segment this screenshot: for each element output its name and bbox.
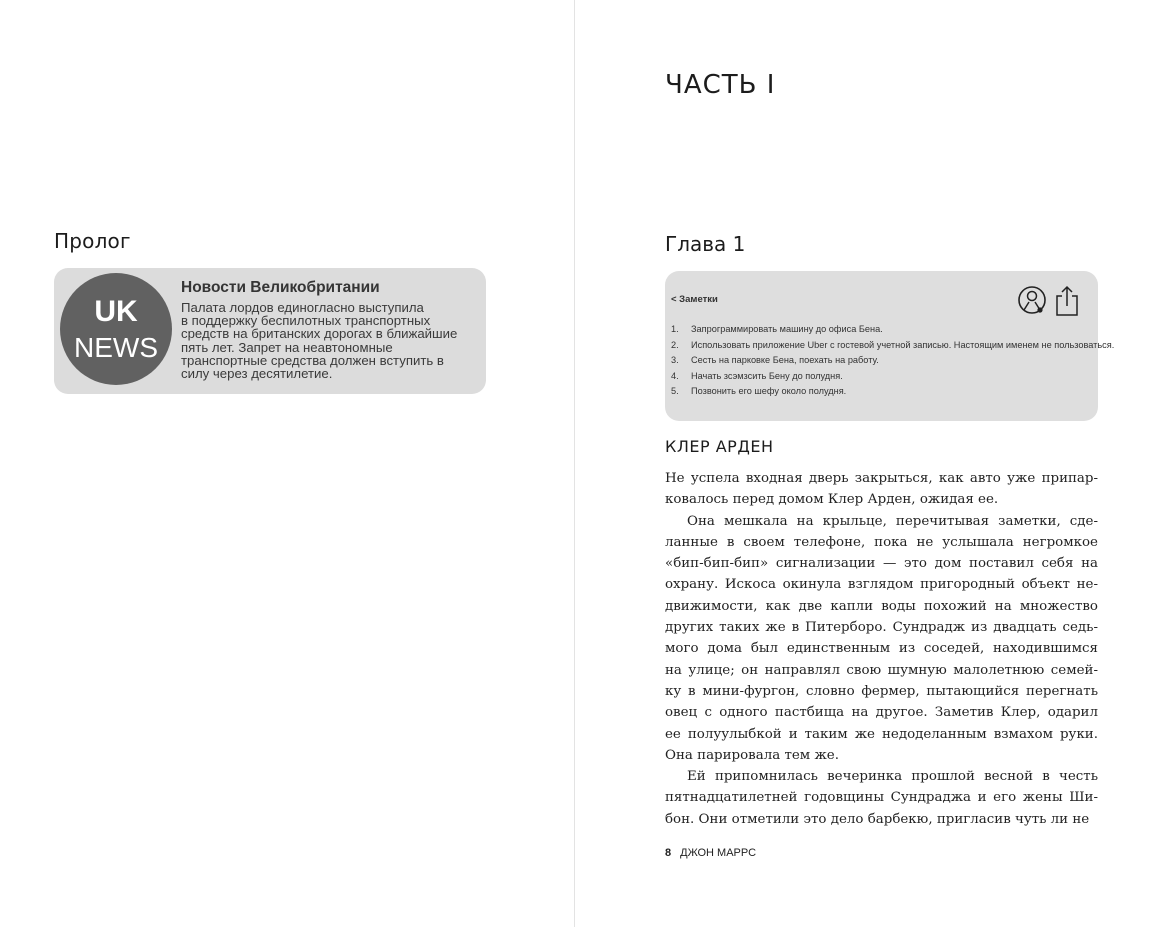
body-line: на улице; он направлял свою шумную малолетнюю семей-: [665, 662, 1098, 678]
body-line: пятнадцатилетней годовщины Сундраджа и его жены Ши-: [665, 790, 1098, 806]
body-line: Она парировала тем же.: [665, 747, 839, 763]
news-title: Новости Великобритании: [181, 279, 380, 296]
section-heading: КЛЕР АРДЕН: [665, 437, 774, 456]
news-text-line: силу через десятилетие.: [181, 366, 333, 382]
logo-line-news: NEWS: [74, 332, 158, 363]
body-line: ку в мини-фургон, словно фермер, пытающийся перегнать: [665, 683, 1098, 699]
uk-news-logo: [60, 273, 172, 385]
notes-list: [671, 322, 1114, 400]
body-line: ее полуулыбкой и таким же недоделанным взмахом руки.: [665, 726, 1098, 742]
body-line: охрану. Искоса окинула взглядом пригородный объект не-: [665, 577, 1098, 593]
author-name: ДЖОН МАРРС: [680, 847, 757, 859]
news-text: [181, 301, 477, 380]
logo-line-uk: UK: [94, 295, 138, 328]
list-item: 1. Запрограммировать машину до офиса Бена.: [671, 324, 883, 334]
body-line: других таких же в Питерборо. Сундрадж из двадцать седь-: [665, 620, 1098, 636]
body-line: мого дома был единственным из соседей, находившимся: [665, 641, 1098, 657]
list-item: 5. Позвонить его шефу около полудня.: [671, 386, 847, 397]
body-line: бон. Они отметили это дело барбекю, пригласив чуть ли не: [665, 811, 1090, 827]
body-line: Не успела входная дверь закрыться, как авто уже припар-: [665, 471, 1098, 486]
body-line: «бип-бип-бип» сигнализации — это дом поставил себя на: [665, 556, 1098, 572]
news-text-line: пять лет. Запрет на неавтономные: [181, 339, 393, 355]
part-heading: ЧАСТЬ I: [665, 70, 776, 100]
chapter-heading: Глава 1: [665, 232, 746, 256]
user-add-icon[interactable]: [1017, 285, 1047, 319]
body-line: овец с одного пастбища на другое. Заметив Клер, одарил: [665, 705, 1098, 721]
list-item: 3. Сесть на парковке Бена, поехать на работу.: [671, 355, 879, 366]
page-footer: [665, 847, 756, 859]
list-item: 2. Использовать приложение Uber с гостевой учетной записью. Настоящим именем не пользоваться.: [671, 339, 1115, 350]
news-card: [54, 268, 486, 394]
news-text-line: Палата лордов единогласно выступила: [181, 300, 424, 315]
page-gutter: [574, 0, 575, 927]
news-text-line: средств на британских дорогах в ближайшие: [181, 326, 458, 342]
page-number: 8: [665, 847, 672, 859]
body-line: ланные в своем телефоне, пока не услышала негромкое: [665, 534, 1098, 550]
body-line: движимости, как две капли воды похожий на множество: [665, 598, 1098, 614]
body-line: ковалось перед домом Клер Арден, ожидая ее.: [665, 492, 999, 508]
notes-back-link[interactable]: < Заметки: [671, 294, 718, 305]
body-line: Она мешкала на крыльце, перечитывая заметки, сде-: [687, 513, 1098, 529]
news-text-line: транспортные средства должен вступить в: [181, 352, 444, 368]
prologue-heading: Пролог: [54, 229, 131, 253]
body-text: [665, 468, 1098, 830]
share-icon[interactable]: [1054, 285, 1080, 321]
body-line: Ей припомнилась вечеринка прошлой весной в честь: [687, 769, 1098, 785]
news-text-line: в поддержку беспилотных транспортных: [181, 313, 431, 329]
notes-screen: [665, 271, 1115, 421]
list-item: 4. Начать зсэмзсить Бену до полудня.: [671, 370, 843, 381]
